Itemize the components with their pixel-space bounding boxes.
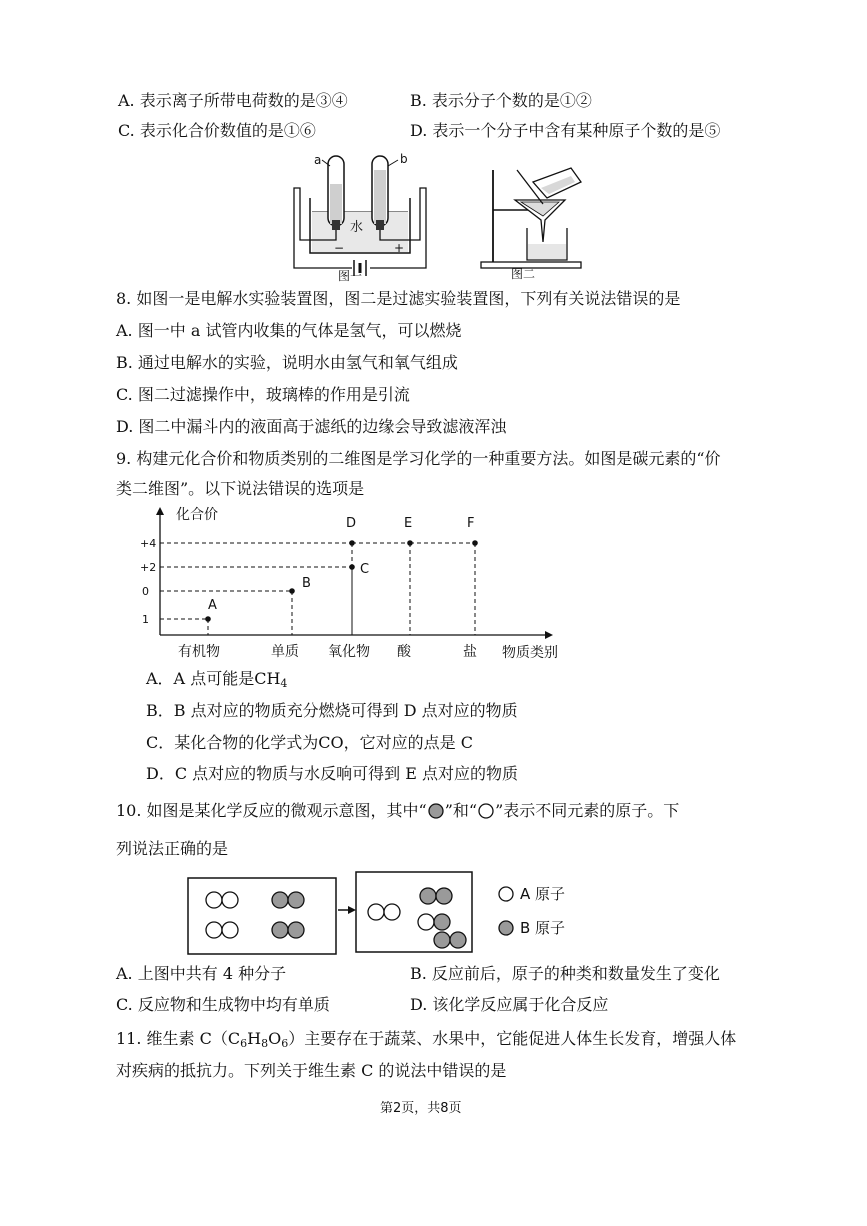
q10-stem-line1 — [116, 800, 679, 822]
q9-option-d: D．C 点对应的物质与水反响可得到 E 点对应的物质 — [146, 764, 519, 783]
q11-stem-line1 — [116, 1028, 736, 1055]
q8-option-d: D. 图二中漏斗内的液面高于滤纸的边缘会导致滤液浑浊 — [116, 417, 507, 436]
reaction-arrow — [338, 906, 356, 914]
y-tick-label-1: 1 — [142, 613, 149, 626]
q11-sub-o: 6 — [281, 1037, 289, 1050]
reactants-box — [188, 878, 336, 954]
q10-option-d: D. 该化学反应属于化合反应 — [410, 995, 609, 1014]
point-label-f: F — [467, 516, 475, 531]
fig1-water-label: 水 — [350, 220, 364, 235]
point-label-e: E — [404, 516, 413, 531]
y-tick-label-plus4: +4 — [140, 537, 157, 550]
q9-option-a-text: A．A 点可能是CH — [146, 669, 281, 688]
q11-o: O — [268, 1029, 282, 1048]
y-axis-label: 化合价 — [176, 507, 218, 523]
q10-stem-line2: 列说法正确的是 — [116, 839, 229, 858]
q9-option-a-sub: 4 — [280, 677, 288, 690]
y-axis-arrow — [156, 507, 164, 515]
x-tick-labels — [178, 643, 477, 660]
x-tick-label-salt: 盐 — [463, 644, 477, 660]
fig1-plus-label: + — [394, 241, 405, 255]
q8-option-b: B. 通过电解水的实验，说明水由氢气和氧气组成 — [116, 353, 458, 372]
q10-stem-part3: ”表示不同元素的原子。下 — [495, 801, 680, 820]
point-label-b: B — [302, 576, 311, 591]
q11-sub-h: 8 — [261, 1037, 269, 1050]
white-atom-icon — [477, 803, 495, 819]
fig1-label-a: a — [314, 153, 322, 167]
x-tick-label-acid: 酸 — [397, 644, 411, 660]
q8-stem: 8. 如图一是电解水实验装置图，图二是过滤实验装置图，下列有关说法错误的是 — [116, 289, 681, 308]
figure-electrolysis — [290, 148, 430, 283]
legend-a-atom-icon — [499, 887, 513, 901]
x-tick-label-element: 单质 — [271, 644, 299, 660]
q11-stem-part1: 11. 维生素 C（C — [116, 1029, 241, 1048]
q8-option-c: C. 图二过滤操作中，玻璃棒的作用是引流 — [116, 385, 410, 404]
point-label-a: A — [208, 598, 217, 613]
x-axis-arrow — [545, 631, 553, 639]
point-a — [205, 616, 211, 622]
y-tick-labels — [140, 537, 156, 626]
figure-filtration — [475, 160, 625, 282]
y-tick-label-plus2: +2 — [140, 561, 157, 574]
point-label-d: D — [346, 516, 357, 531]
x-tick-label-oxide: 氧化物 — [328, 644, 370, 660]
q11-sub-c: 6 — [240, 1037, 248, 1050]
legend-a-label: A 原子 — [520, 885, 566, 903]
chart-marks — [160, 516, 478, 635]
fig2-caption: 图二 — [511, 267, 536, 281]
q7-option-d: D. 表示一个分子中含有某种原子个数的是⑤ — [410, 121, 721, 140]
legend-b-atom-icon — [499, 921, 513, 935]
x-tick-label-organic: 有机物 — [178, 644, 220, 660]
q9-option-a — [146, 668, 287, 695]
q11-stem-line2: 对疾病的抵抗力。下列关于维生素 C 的说法中错误的是 — [116, 1061, 507, 1080]
point-label-c: C — [360, 562, 370, 577]
q9-stem-line2: 类二维图”。以下说法错误的选项是 — [116, 479, 365, 498]
q10-stem-part2: ”和“ — [444, 801, 478, 820]
q9-option-c: C．某化合物的化学式为CO，它对应的点是 C — [146, 733, 473, 752]
y-tick-label-0: 0 — [142, 585, 149, 598]
q10-option-c: C. 反应物和生成物中均有单质 — [116, 995, 330, 1014]
q10-stem-part1: 10. 如图是某化学反应的微观示意图，其中“ — [116, 801, 427, 820]
valence-category-chart — [140, 505, 590, 665]
fig1-caption: 图一 — [338, 269, 363, 283]
grey-atom-icon — [427, 803, 445, 819]
q11-h: H — [247, 1029, 262, 1048]
legend-b-label: B 原子 — [520, 919, 566, 937]
q10-option-a: A. 上图中共有 4 种分子 — [116, 964, 287, 983]
q7-option-a: A. 表示离子所带电荷数的是③④ — [118, 91, 348, 110]
q10-option-b: B. 反应前后，原子的种类和数量发生了变化 — [410, 964, 720, 983]
q8-option-a: A. 图一中 a 试管内收集的气体是氢气，可以燃烧 — [116, 321, 462, 340]
q11-stem-part2: ）主要存在于蔬菜、水果中，它能促进人体生长发育，增强人体 — [288, 1029, 737, 1048]
x-axis-label: 物质类别 — [502, 645, 558, 661]
fig1-minus-label: − — [334, 241, 345, 255]
q9-stem-line1: 9. 构建元化合价和物质类别的二维图是学习化学的一种重要方法。如图是碳元素的“价 — [116, 449, 721, 468]
point-f — [472, 540, 478, 546]
q7-option-c: C. 表示化合价数值的是①⑥ — [118, 121, 316, 140]
q7-option-b: B. 表示分子个数的是①② — [410, 91, 592, 110]
point-b — [289, 588, 295, 594]
page-number: 第2页，共8页 — [380, 1101, 462, 1116]
fig1-label-b: b — [400, 152, 408, 166]
q9-option-b: B．B 点对应的物质充分燃烧可得到 D 点对应的物质 — [146, 701, 518, 720]
reaction-micro-diagram — [186, 868, 606, 960]
